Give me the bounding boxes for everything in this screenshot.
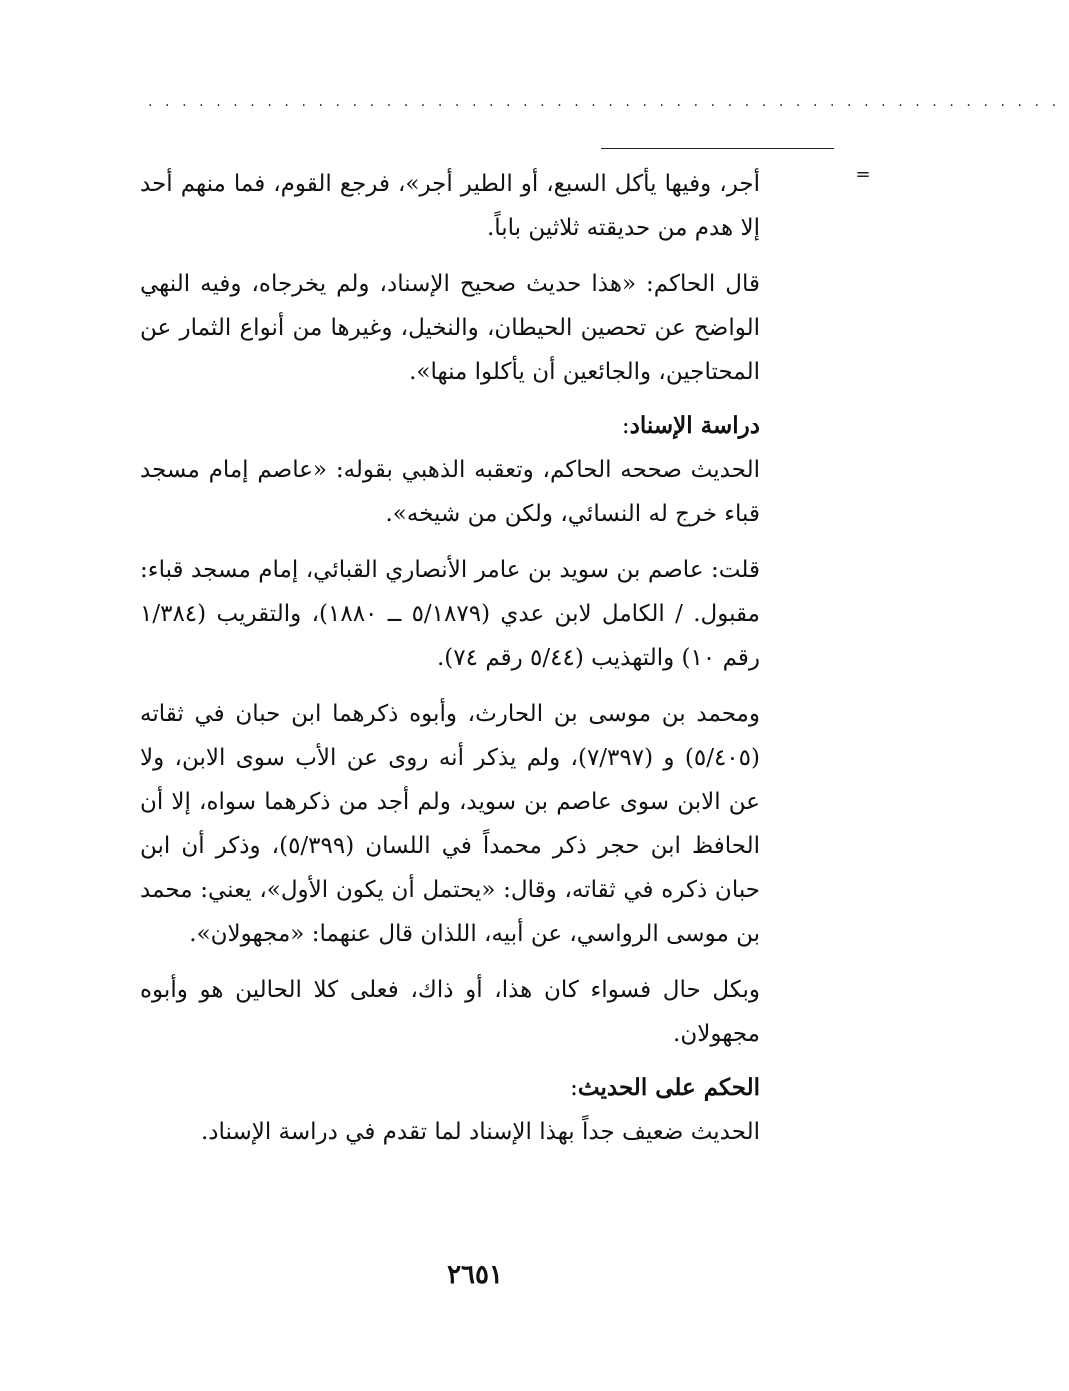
footnote-separator-line bbox=[601, 148, 834, 149]
paragraph-conclusion-majhul: وبكل حال فسواء كان هذا، أو ذاك، فعلى كلا الحالين هو وأبوه مجهولان. bbox=[140, 977, 760, 1047]
paragraph-hadith-ending: أجر، وفيها يأكل السبع، أو الطير أجر»، فرجع القوم، فما منهم أحد إلا هدم من حديقته ثلاثين باباً. bbox=[140, 171, 760, 241]
heading-colon: : bbox=[621, 413, 630, 439]
section-heading-isnad-study bbox=[140, 404, 760, 448]
heading-text: دراسة الإسناد bbox=[629, 412, 760, 439]
paragraph-asim-narrator: قلت: عاصم بن سويد بن عامر الأنصاري القبائي، إمام مسجد قباء: مقبول. / الكامل لابن عدي (٥/١٨٧٩ ــ ١٨٨٠)، والتقريب (١/٣٨٤ رقم ١٠) والتهذيب (٥/٤٤ رقم ٧٤). bbox=[140, 557, 761, 671]
paragraph-muhammad-narrator: ومحمد بن موسى بن الحارث، وأبوه ذكرهما ابن حبان في ثقاته (٥/٤٠٥) و (٧/٣٩٧)، ولم يذكر أنه روى عن الأب سوى الابن، ولا عن الابن سوى عاصم بن سويد، ولم أجد من ذكرهما سواه، إلا أن الحافظ ابن حجر ذكر محمداً في اللسان (٥/٣٩٩)، وذكر أن ابن حبان ذكره في ثقاته، وقال: «يحتمل أن يكون الأول»، يعني: محمد بن موسى الرواسي، عن أبيه، اللذان قال عنهما: «مجهولان». bbox=[140, 701, 761, 947]
page-number: ٢٦٥١ bbox=[447, 1260, 503, 1290]
header-dotted-rule: ...................................................... bbox=[148, 94, 1069, 110]
section-heading-verdict bbox=[140, 1066, 760, 1110]
continuation-mark: = bbox=[855, 164, 871, 185]
paragraph-dhahabi-comment: الحديث صححه الحاكم، وتعقبه الذهبي بقوله: «عاصم إمام مسجد قباء خرج له النسائي، ولكن من شيخه». bbox=[140, 457, 760, 527]
heading-colon: : bbox=[570, 1075, 578, 1101]
heading-text: الحكم على الحديث bbox=[577, 1074, 760, 1101]
paragraph-verdict: الحديث ضعيف جداً بهذا الإسناد لما تقدم في دراسة الإسناد. bbox=[200, 1119, 760, 1145]
page-body bbox=[140, 162, 760, 1154]
paragraph-hakim-comment: قال الحاكم: «هذا حديث صحيح الإسناد، ولم يخرجاه، وفيه النهي الواضح عن تحصين الحيطان، والنخيل، وغيرها من أنواع الثمار عن المحتاجين، والجائعين أن يأكلوا منها». bbox=[140, 271, 760, 385]
